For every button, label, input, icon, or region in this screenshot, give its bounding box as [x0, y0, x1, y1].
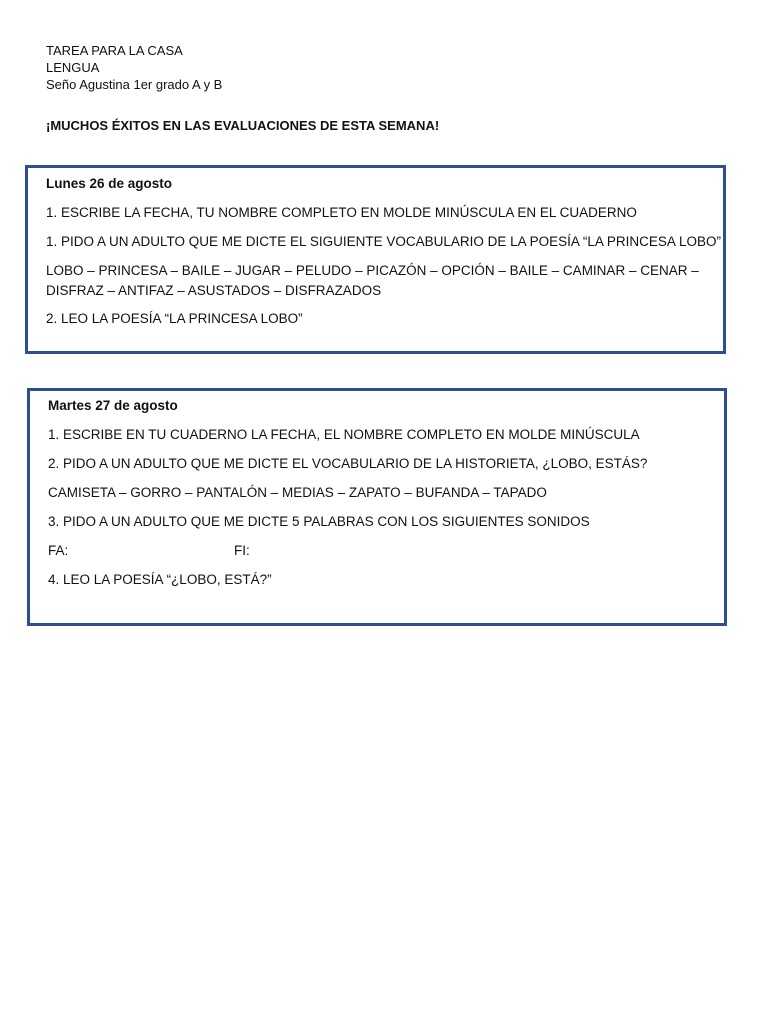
monday-date-heading: Lunes 26 de agosto — [46, 176, 173, 191]
tuesday-vocabulary-list: CAMISETA – GORRO – PANTALÓN – MEDIAS – ZAPATO – BUFANDA – TAPADO — [48, 485, 547, 500]
tuesday-task-1: 1. ESCRIBE EN TU CUADERNO LA FECHA, EL NOMBRE COMPLETO EN MOLDE MINÚSCULA — [48, 427, 640, 442]
tuesday-task-3: 3. PIDO A UN ADULTO QUE ME DICTE 5 PALABRAS CON LOS SIGUIENTES SONIDOS — [48, 514, 590, 529]
tuesday-task-4: 4. LEO LA POESÍA “¿LOBO, ESTÁ?” — [48, 572, 272, 587]
motivational-message: ¡MUCHOS ÉXITOS EN LAS EVALUACIONES DE ESTA SEMANA! — [46, 118, 440, 133]
tuesday-task-2: 2. PIDO A UN ADULTO QUE ME DICTE EL VOCABULARIO DE LA HISTORIETA, ¿LOBO, ESTÁS? — [48, 456, 648, 471]
document-header — [46, 42, 222, 93]
monday-task-3: 2. LEO LA POESÍA “LA PRINCESA LOBO” — [46, 311, 303, 326]
monday-task-1: 1. ESCRIBE LA FECHA, TU NOMBRE COMPLETO EN MOLDE MINÚSCULA EN EL CUADERNO — [46, 205, 637, 220]
monday-vocabulary-list: LOBO – PRINCESA – BAILE – JUGAR – PELUDO – PICAZÓN – OPCIÓN – BAILE – CAMINAR – CENAR – DISFRAZ – ANTIFAZ – ASUSTADOS – DISFRAZADOS — [46, 263, 699, 298]
tuesday-date-heading: Martes 27 de agosto — [48, 398, 178, 413]
homework-title: TAREA PARA LA CASA — [46, 43, 183, 58]
fa-sound-label: FA: — [48, 543, 69, 558]
monday-task-2: 1. PIDO A UN ADULTO QUE ME DICTE EL SIGUIENTE VOCABULARIO DE LA POESÍA “LA PRINCESA LOBO” — [46, 234, 721, 249]
teacher-label: Seño Agustina 1er grado A y B — [46, 77, 223, 92]
tuesday-task-box — [27, 388, 727, 626]
monday-task-box — [25, 165, 726, 354]
fi-sound-label: FI: — [234, 543, 250, 558]
subject-label: LENGUA — [46, 60, 100, 75]
